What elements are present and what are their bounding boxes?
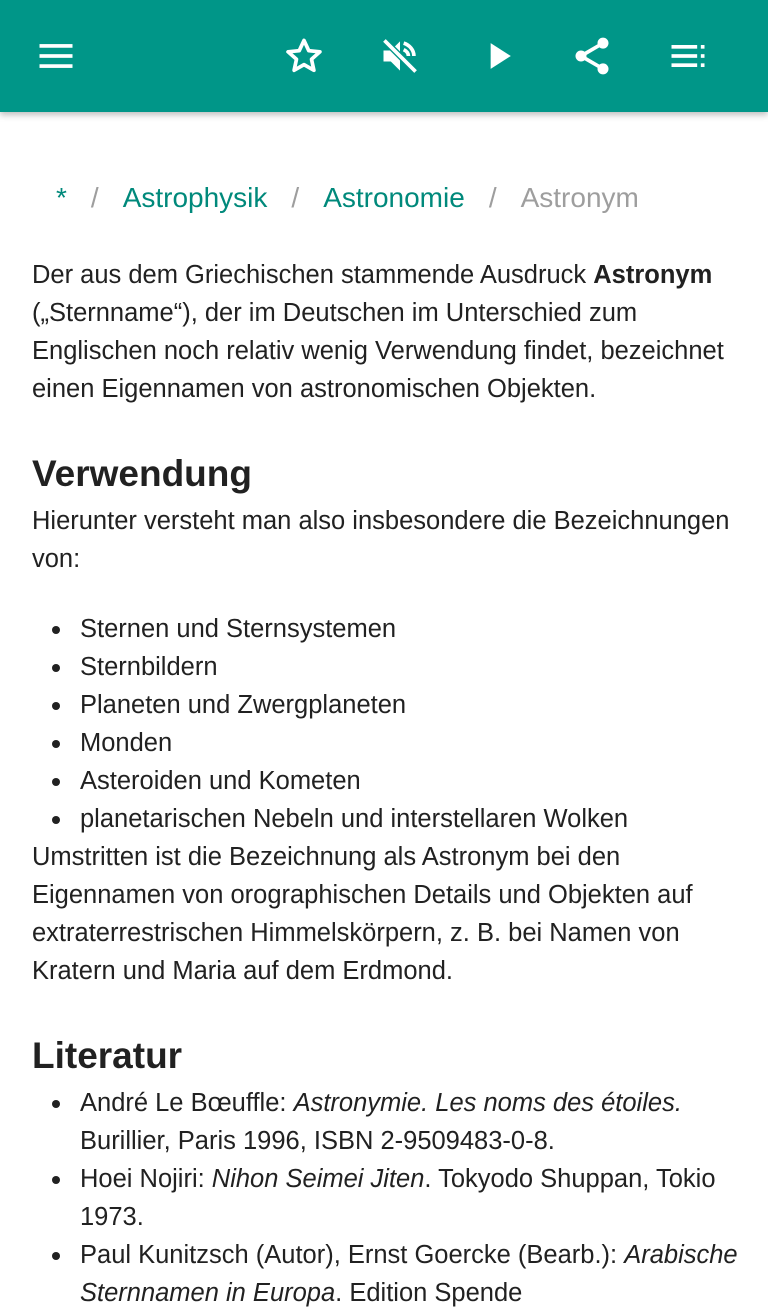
intro-text-start: Der aus dem Griechischen stammende Ausdruck	[32, 261, 594, 289]
list-item: Asteroiden und Kometen	[32, 762, 738, 800]
mute-button[interactable]	[372, 28, 428, 84]
list-item: planetarischen Nebeln und interstellaren Wolken	[32, 800, 738, 838]
share-icon	[570, 34, 614, 78]
play-icon	[476, 34, 520, 78]
literature-title: Arabische Sternnamen in Europa	[80, 1241, 738, 1307]
section-heading-literatur: Literatur	[32, 1035, 183, 1076]
article-content	[0, 112, 768, 1307]
play-button[interactable]	[470, 28, 526, 84]
literature-item	[32, 1160, 738, 1236]
breadcrumb-current: Astronym	[520, 182, 639, 213]
literature-title: Nihon Seimei Jiten	[211, 1165, 425, 1193]
app-toolbar	[0, 0, 768, 112]
verwendung-paragraph: Hierunter versteht man also insbesondere die Bezeichnungen von:	[32, 507, 730, 573]
breadcrumb-astrophysik-link[interactable]: Astrophysik	[122, 182, 268, 213]
literature-details: . Edition Spende	[335, 1279, 523, 1307]
playlist-button[interactable]	[660, 28, 716, 84]
list-item: Planeten und Zwergplaneten	[32, 686, 738, 724]
literature-title: Astronymie. Les noms des étoiles.	[293, 1089, 682, 1117]
breadcrumb-astronomie-link[interactable]: Astronomie	[323, 182, 465, 213]
literature-details: Burillier, Paris 1996, ISBN 2-9509483-0-8.	[80, 1127, 555, 1155]
volume-off-icon	[378, 34, 422, 78]
article-body	[32, 256, 738, 1312]
section-heading-verwendung: Verwendung	[32, 453, 252, 494]
bookmark-button[interactable]	[276, 28, 332, 84]
intro-text-end: („Sternname“), der im Deutschen im Unterschied zum Englischen noch relativ wenig Verwendung findet, bezeichnet einen Eigennamen von astronomischen Objekten.	[32, 299, 724, 403]
list-item: Sternen und Sternsystemen	[32, 610, 738, 648]
breadcrumb	[56, 178, 768, 218]
literature-author: Paul Kunitzsch (Autor), Ernst Goercke (Bearb.):	[80, 1241, 625, 1269]
breadcrumb-separator: /	[488, 182, 497, 213]
menu-button[interactable]	[28, 28, 84, 84]
list-item: Monden	[32, 724, 738, 762]
literatur-list	[32, 1084, 738, 1312]
breadcrumb-separator: /	[291, 182, 300, 213]
intro-paragraph	[32, 256, 738, 408]
list-item: Sternbildern	[32, 648, 738, 686]
playlist-icon	[666, 34, 710, 78]
literature-details: . Tokyodo Shuppan, Tokio 1973.	[80, 1165, 716, 1231]
literature-item	[32, 1236, 738, 1312]
share-button[interactable]	[564, 28, 620, 84]
verwendung-after-paragraph: Umstritten ist die Bezeichnung als Astronym bei den Eigennamen von orographischen Details und Objekten auf extraterrestrischen Himmelskörpern, z. B. bei Namen von Kratern und Maria auf dem Erdmond.	[32, 843, 693, 985]
breadcrumb-separator: /	[90, 182, 99, 213]
literature-item	[32, 1084, 738, 1160]
literature-author: Hoei Nojiri:	[80, 1165, 212, 1193]
intro-term: Astronym	[593, 261, 713, 289]
breadcrumb-root-link[interactable]: *	[56, 182, 67, 213]
menu-icon	[34, 34, 78, 78]
verwendung-list	[32, 610, 738, 838]
literature-author: André Le Bœuffle:	[80, 1089, 294, 1117]
star-outline-icon	[282, 34, 326, 78]
